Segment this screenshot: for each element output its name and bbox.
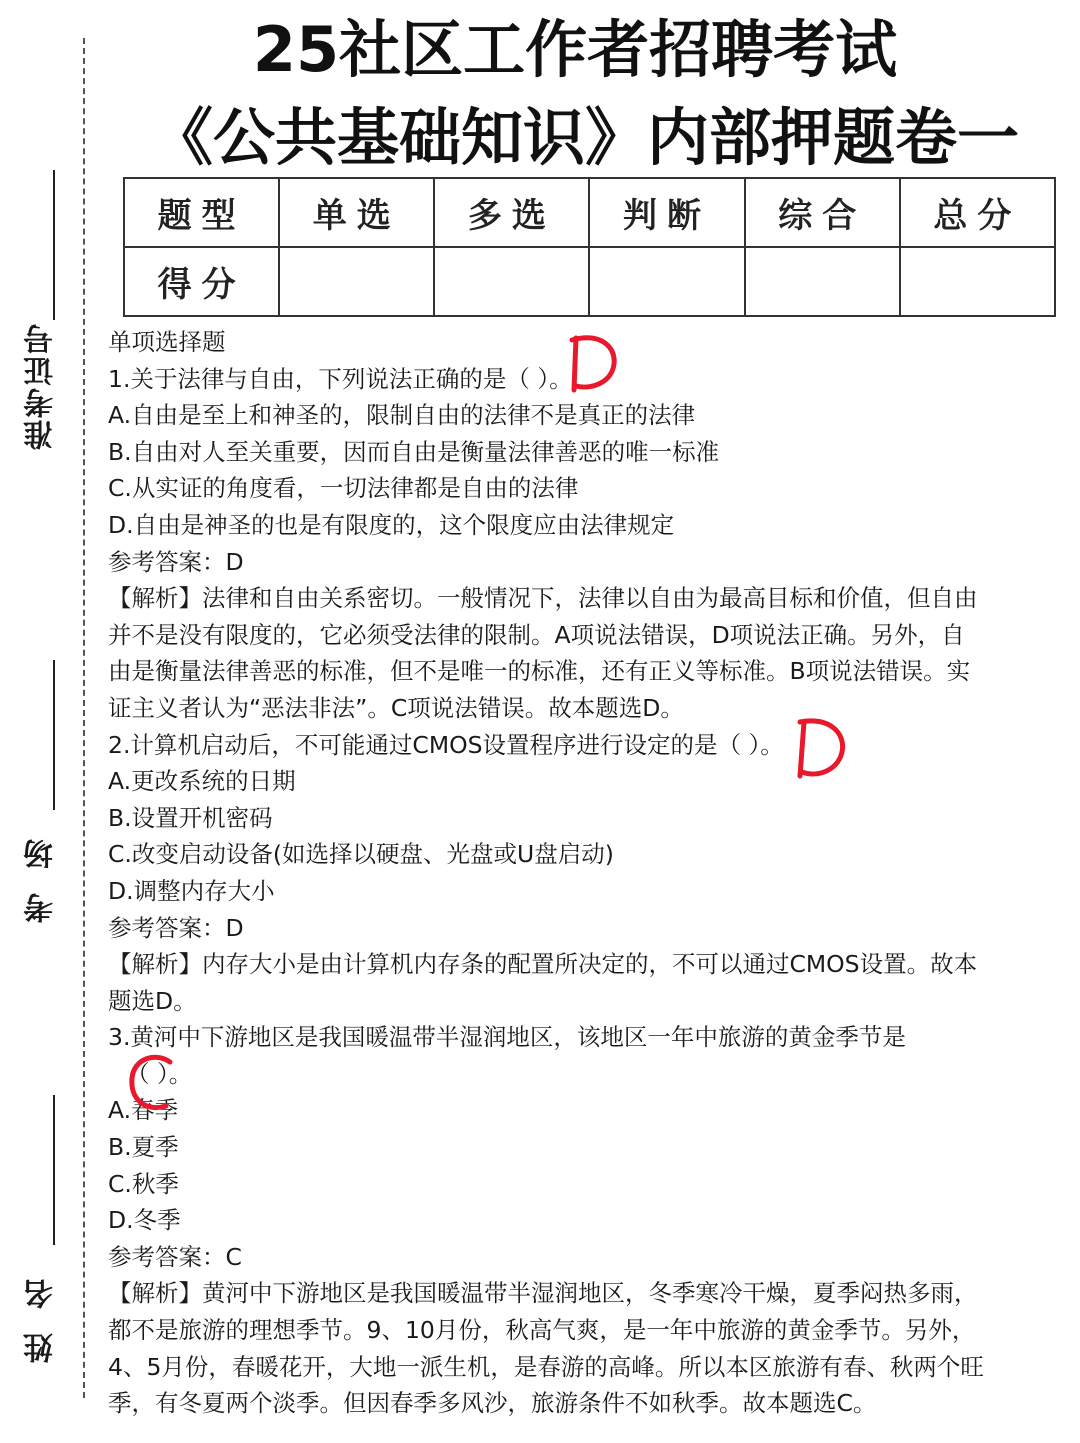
option: D.自由是神圣的也是有限度的，这个限度应由法律规定	[108, 510, 675, 539]
option: A.自由是至上和神圣的，限制自由的法律不是真正的法律	[108, 401, 696, 430]
handwritten-answer-q2	[790, 712, 850, 782]
score-input-cell[interactable]	[745, 247, 900, 316]
name-write-line	[53, 1095, 55, 1245]
exam-room-label: 考场	[24, 815, 59, 923]
section-title: 单项选择题	[108, 328, 226, 356]
analysis-line: 【解析】黄河中下游地区是我国暖温带半湿润地区，冬季寒冷干燥，夏季闷热多雨，	[108, 1279, 978, 1308]
handwritten-answer-q1	[562, 330, 622, 396]
exam-id-label: 准考证号	[24, 322, 59, 450]
option: B.夏季	[108, 1133, 179, 1162]
score-header-cell: 判断	[589, 178, 744, 247]
answer: 参考答案：C	[108, 1242, 242, 1271]
exam-id-write-line	[53, 170, 55, 320]
score-input-cell[interactable]	[589, 247, 744, 316]
analysis-line: 并不是没有限度的，它必须受法律的限制。A项说法错误，D项说法正确。另外，自	[108, 620, 965, 649]
score-table	[123, 177, 1056, 317]
option: D.调整内存大小	[108, 876, 275, 905]
exam-title-line1: 25社区工作者招聘考试	[252, 13, 898, 86]
question-stem: 2.计算机启动后，不可能通过CMOS设置程序进行设定的是（ ）。	[108, 730, 784, 759]
question-stem: 1.关于法律与自由，下列说法正确的是（ ）。	[108, 364, 573, 393]
score-input-cell[interactable]	[900, 247, 1055, 316]
analysis-line: 4、5月份，春暖花开，大地一派生机，是春游的高峰。所以本区旅游有春、秋两个旺	[108, 1352, 984, 1381]
answer: 参考答案：D	[108, 913, 244, 942]
analysis-line: 题选D。	[108, 986, 197, 1015]
option: C.从实证的角度看，一切法律都是自由的法律	[108, 474, 579, 503]
option: B.自由对人至关重要，因而自由是衡量法律善恶的唯一标准	[108, 437, 720, 466]
score-header-cell: 总分	[900, 178, 1055, 247]
option: A.春季	[108, 1096, 179, 1125]
question-content	[108, 324, 1078, 1422]
question-stem: 3.黄河中下游地区是我国暖温带半湿润地区，该地区一年中旅游的黄金季节是	[108, 1023, 906, 1052]
analysis-line: 由是衡量法律善恶的标准，但不是唯一的标准，还有正义等标准。B项说法错误。实	[108, 657, 971, 686]
analysis-line: 【解析】法律和自由关系密切。一般情况下，法律以自由为最高目标和价值，但自由	[108, 584, 978, 613]
option: C.秋季	[108, 1169, 179, 1198]
score-header-cell: 多选	[434, 178, 589, 247]
cut-line	[83, 38, 85, 1398]
score-row-label: 得分	[124, 247, 279, 316]
score-input-cell[interactable]	[279, 247, 434, 316]
option: C.改变启动设备(如选择以硬盘、光盘或U盘启动)	[108, 840, 614, 869]
analysis-line: 都不是旅游的理想季节。9、10月份，秋高气爽，是一年中旅游的黄金季节。另外，	[108, 1316, 976, 1345]
analysis-line: 【解析】内存大小是由计算机内存条的配置所决定的，不可以通过CMOS设置。故本	[108, 950, 978, 979]
analysis-line: 证主义者认为“恶法非法”。C项说法错误。故本题选D。	[108, 693, 684, 722]
name-label: 姓名	[24, 1255, 59, 1363]
score-header-cell: 单选	[279, 178, 434, 247]
exam-title-line2: 《公共基础知识》内部押题卷一	[150, 101, 1019, 174]
score-table-score-row	[124, 247, 1055, 316]
binding-sidebar	[0, 0, 100, 1443]
handwritten-answer-q3	[120, 1050, 180, 1118]
score-table-header-row	[124, 178, 1055, 247]
score-input-cell[interactable]	[434, 247, 589, 316]
option: D.冬季	[108, 1206, 181, 1235]
score-header-cell: 题型	[124, 178, 279, 247]
analysis-line: 季，有冬夏两个淡季。但因春季多风沙，旅游条件不如秋季。故本题选C。	[108, 1389, 877, 1418]
answer: 参考答案：D	[108, 547, 244, 576]
option: B.设置开机密码	[108, 803, 273, 832]
option: A.更改系统的日期	[108, 767, 296, 796]
exam-room-write-line	[53, 660, 55, 810]
question-stem-cont: （ ）。	[126, 1059, 193, 1088]
score-header-cell: 综合	[745, 178, 900, 247]
